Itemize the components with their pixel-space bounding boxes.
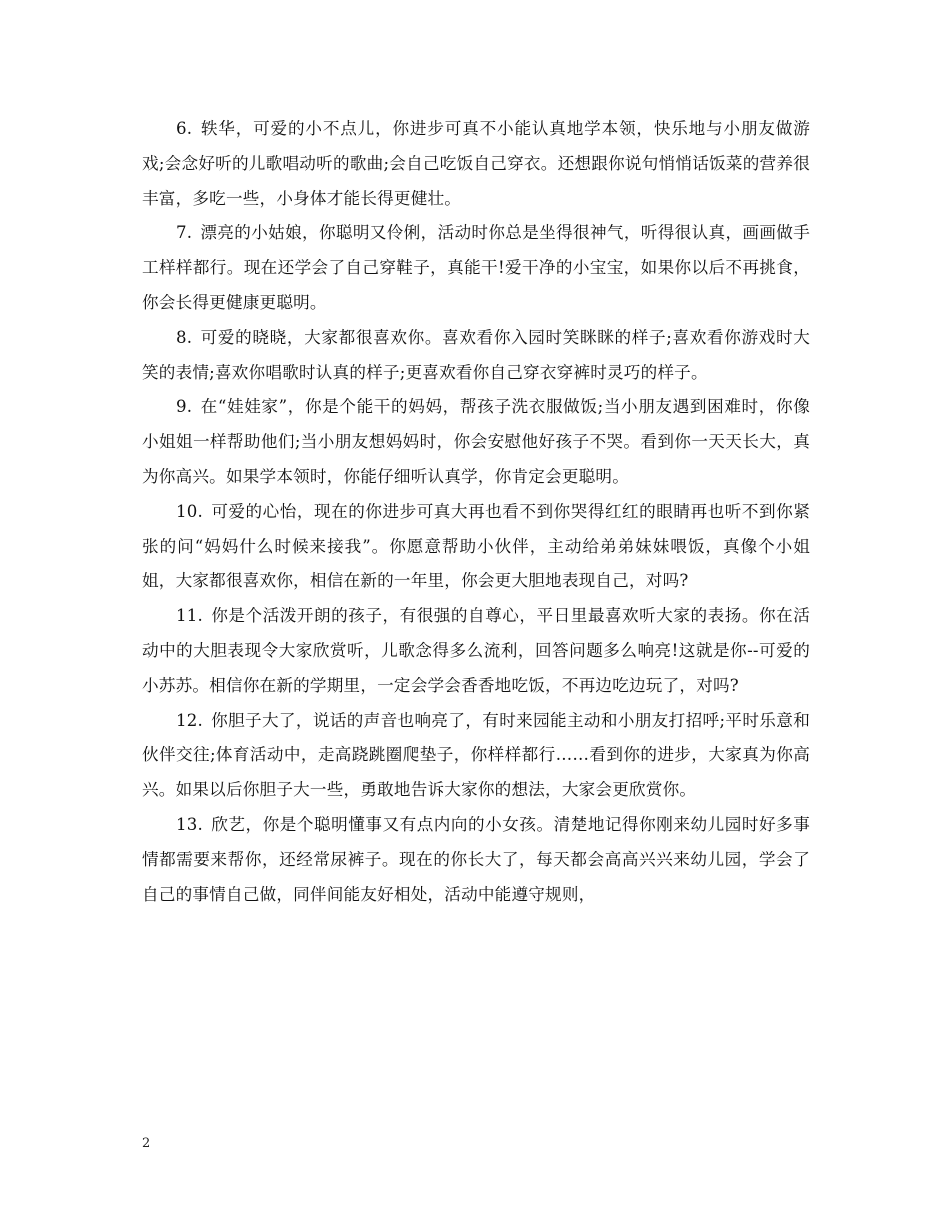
paragraph-11	[142, 599, 810, 703]
paragraph-8	[142, 321, 810, 391]
paragraph-text: 在“娃娃家”，你是个能干的妈妈，帮孩子洗衣服做饭;当小朋友遇到困难时，你像小姐姐一样帮助他们;当小朋友想妈妈时，你会安慰他好孩子不哭。看到你一天天长大，真为你高兴。如果学本领时，你能仔细听认真学，你肯定会更聪明。	[142, 397, 810, 486]
paragraph-number: 6.	[176, 119, 193, 138]
paragraph-7	[142, 216, 810, 320]
page-number: 2	[142, 1136, 151, 1151]
paragraph-number: 13.	[176, 814, 203, 834]
paragraph-text: 你胆子大了，说话的声音也响亮了，有时来园能主动和小朋友打招呼;平时乐意和伙伴交往;体育活动中，走高跷跳圈爬垫子，你样样都行……看到你的进步，大家真为你高兴。如果以后你胆子大一些，勇敢地告诉大家你的想法，大家会更欣赏你。	[142, 710, 810, 800]
paragraph-number: 7.	[176, 223, 193, 243]
paragraph-number: 11.	[176, 606, 203, 626]
paragraph-text: 漂亮的小姑娘，你聪明又伶俐，活动时你总是坐得很神气，听得很认真，画画做手工样样都行。现在还学会了自己穿鞋子，真能干!爱干净的小宝宝，如果你以后不再挑食，你会长得更健康更聪明。	[142, 223, 810, 312]
paragraph-text: 可爱的心怡，现在的你进步可真大再也看不到你哭得红红的眼睛再也听不到你紧张的问“妈妈什么时候来接我”。你愿意帮助小伙伴，主动给弟弟妹妹喂饭，真像个小姐姐，大家都很喜欢你，相信在新的一年里，你会更大胆地表现自己，对吗?	[142, 501, 810, 591]
paragraph-number: 9.	[176, 397, 193, 417]
paragraph-12	[142, 704, 810, 808]
paragraph-10	[142, 495, 810, 599]
paragraph-6	[142, 112, 810, 216]
paragraph-text: 轶华，可爱的小不点儿，你进步可真不小能认真地学本领，快乐地与小朋友做游戏;会念好听的儿歌唱动听的歌曲;会自己吃饭自己穿衣。还想跟你说句悄悄话饭菜的营养很丰富，多吃一些，小身体才能长得更健壮。	[142, 119, 810, 208]
paragraph-number: 10.	[176, 501, 203, 521]
document-body	[142, 112, 810, 912]
paragraph-text: 你是个活泼开朗的孩子，有很强的自尊心，平日里最喜欢听大家的表扬。你在活动中的大胆表现令大家欣赏听，儿歌念得多么流利，回答问题多么响亮!这就是你--可爱的小苏苏。相信你在新的学期里，一定会学会香香地吃饭，不再边吃边玩了，对吗?	[142, 606, 810, 695]
paragraph-text: 可爱的晓晓，大家都很喜欢你。喜欢看你入园时笑眯眯的样子;喜欢看你游戏时大笑的表情;喜欢你唱歌时认真的样子;更喜欢看你自己穿衣穿裤时灵巧的样子。	[142, 327, 810, 382]
paragraph-9	[142, 390, 810, 494]
paragraph-text: 欣艺，你是个聪明懂事又有点内向的小女孩。清楚地记得你刚来幼儿园时好多事情都需要来帮你，还经常尿裤子。现在的你长大了，每天都会高高兴兴来幼儿园，学会了自己的事情自己做，同伴间能友好相处，活动中能遵守规则，	[142, 814, 810, 904]
paragraph-13	[142, 808, 810, 912]
paragraph-number: 12.	[176, 710, 203, 730]
paragraph-number: 8.	[176, 327, 193, 347]
